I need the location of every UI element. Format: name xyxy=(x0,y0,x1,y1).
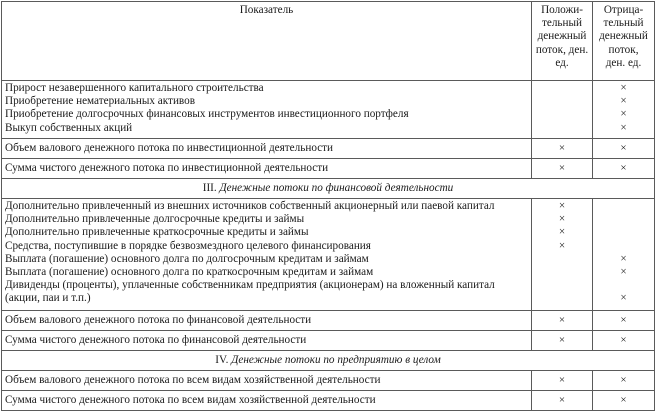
cross-mark: × xyxy=(532,391,593,411)
table-cell-label: Выплата (погашение) основного долга по долгосрочным кредитам и займам xyxy=(5,252,369,265)
section-heading-total: IV. Денежные потоки по предприятию в целом xyxy=(2,351,655,371)
cross-mark: × xyxy=(558,200,566,212)
table-cell-label: Дополнительно привлеченные долгосрочные кредиты и займы xyxy=(5,213,305,226)
header-negative-flow: Отрица- тельный денежный поток, ден. ед. xyxy=(593,2,655,81)
cross-mark: × xyxy=(558,226,566,239)
cross-mark: × xyxy=(593,371,655,391)
table-header-row xyxy=(2,2,655,81)
cross-mark: × xyxy=(532,331,593,351)
table-cell-label: Дивиденды (проценты), уплаченные собственникам предприятия (акционерам) на вложенный капитал xyxy=(5,279,495,292)
cross-mark: × xyxy=(593,331,655,351)
cross-mark: × xyxy=(620,108,627,121)
table-cell-label: Сумма чистого денежного потока по финансовой деятельности xyxy=(2,331,532,351)
cross-mark xyxy=(535,108,589,121)
cross-mark: × xyxy=(593,139,655,159)
cross-mark: × xyxy=(558,239,566,252)
cross-mark xyxy=(535,253,589,266)
table-cell-label: Дополнительно привлеченные краткосрочные кредиты и займы xyxy=(5,226,309,239)
cross-mark xyxy=(535,82,589,95)
cross-mark: × xyxy=(532,371,593,391)
cross-mark xyxy=(535,95,589,108)
financial-items-labels xyxy=(2,199,532,311)
cross-mark: × xyxy=(620,121,627,134)
table-cell-label: Приобретение долгосрочных финансовых инструментов инвестиционного портфеля xyxy=(5,108,409,121)
table-cell-label: Объем валового денежного потока по всем видам хозяйственной деятельности xyxy=(2,371,532,391)
cross-mark: × xyxy=(620,265,627,278)
cross-mark: × xyxy=(620,252,627,265)
table-cell-label: Выкуп собственных акций xyxy=(5,121,133,134)
header-positive-flow: Положи- тельный денежный поток, ден. ед. xyxy=(532,2,593,81)
table-cell-label: Сумма чистого денежного потока по всем видам хозяйственной деятельности xyxy=(2,391,532,411)
table-cell-label: Объем валового денежного потока по инвестиционной деятельности xyxy=(2,139,532,159)
cross-mark xyxy=(535,266,589,279)
table-row xyxy=(2,311,655,331)
section-heading-row xyxy=(2,351,655,371)
table-cell-label: Дополнительно привлеченный из внешних источников собственный акционерный или паевой капитал xyxy=(5,200,495,212)
cross-mark: × xyxy=(620,292,627,305)
investment-items-row xyxy=(2,81,655,139)
cross-mark: × xyxy=(620,82,627,94)
cross-mark xyxy=(596,213,651,226)
table-row xyxy=(2,139,655,159)
financial-items-positive xyxy=(532,199,593,311)
cross-mark: × xyxy=(558,213,566,226)
table-row xyxy=(2,391,655,411)
cross-mark: × xyxy=(620,95,627,108)
header-indicator: Показатель xyxy=(2,2,532,81)
cross-mark xyxy=(596,240,651,253)
cross-mark: × xyxy=(593,311,655,331)
cross-mark: × xyxy=(593,159,655,179)
cross-mark: × xyxy=(532,311,593,331)
table-row xyxy=(2,371,655,391)
table-cell-label: (акции, паи и т.п.) xyxy=(5,292,91,305)
cross-mark: × xyxy=(532,159,593,179)
cross-mark: × xyxy=(593,391,655,411)
section-heading-financial: III. Денежные потоки по финансовой деятельности xyxy=(2,179,655,199)
investment-items-negative xyxy=(593,81,655,139)
table-cell-label: Приобретение нематериальных активов xyxy=(5,95,196,108)
financial-items-negative xyxy=(593,199,655,311)
table-cell-label: Прирост незавершенного капитального строительства xyxy=(5,82,264,94)
section-heading-row xyxy=(2,179,655,199)
table-cell-label: Объем валового денежного потока по финансовой деятельности xyxy=(2,311,532,331)
table-cell-label: Средства, поступившие в порядке безвозмездного целевого финансирования xyxy=(5,239,371,252)
cash-flow-table xyxy=(1,1,655,411)
cross-mark xyxy=(535,122,589,135)
cross-mark: × xyxy=(532,139,593,159)
table-row xyxy=(2,159,655,179)
investment-items-labels xyxy=(2,81,532,139)
cross-mark xyxy=(535,292,589,305)
investment-items-positive xyxy=(532,81,593,139)
table-cell-label: Сумма чистого денежного потока по инвестиционной деятельности xyxy=(2,159,532,179)
table-cell-label: Выплата (погашение) основного долга по краткосрочным кредитам и займам xyxy=(5,265,374,278)
cross-mark xyxy=(596,200,651,213)
cross-mark xyxy=(596,226,651,239)
financial-items-row xyxy=(2,199,655,311)
table-row xyxy=(2,331,655,351)
